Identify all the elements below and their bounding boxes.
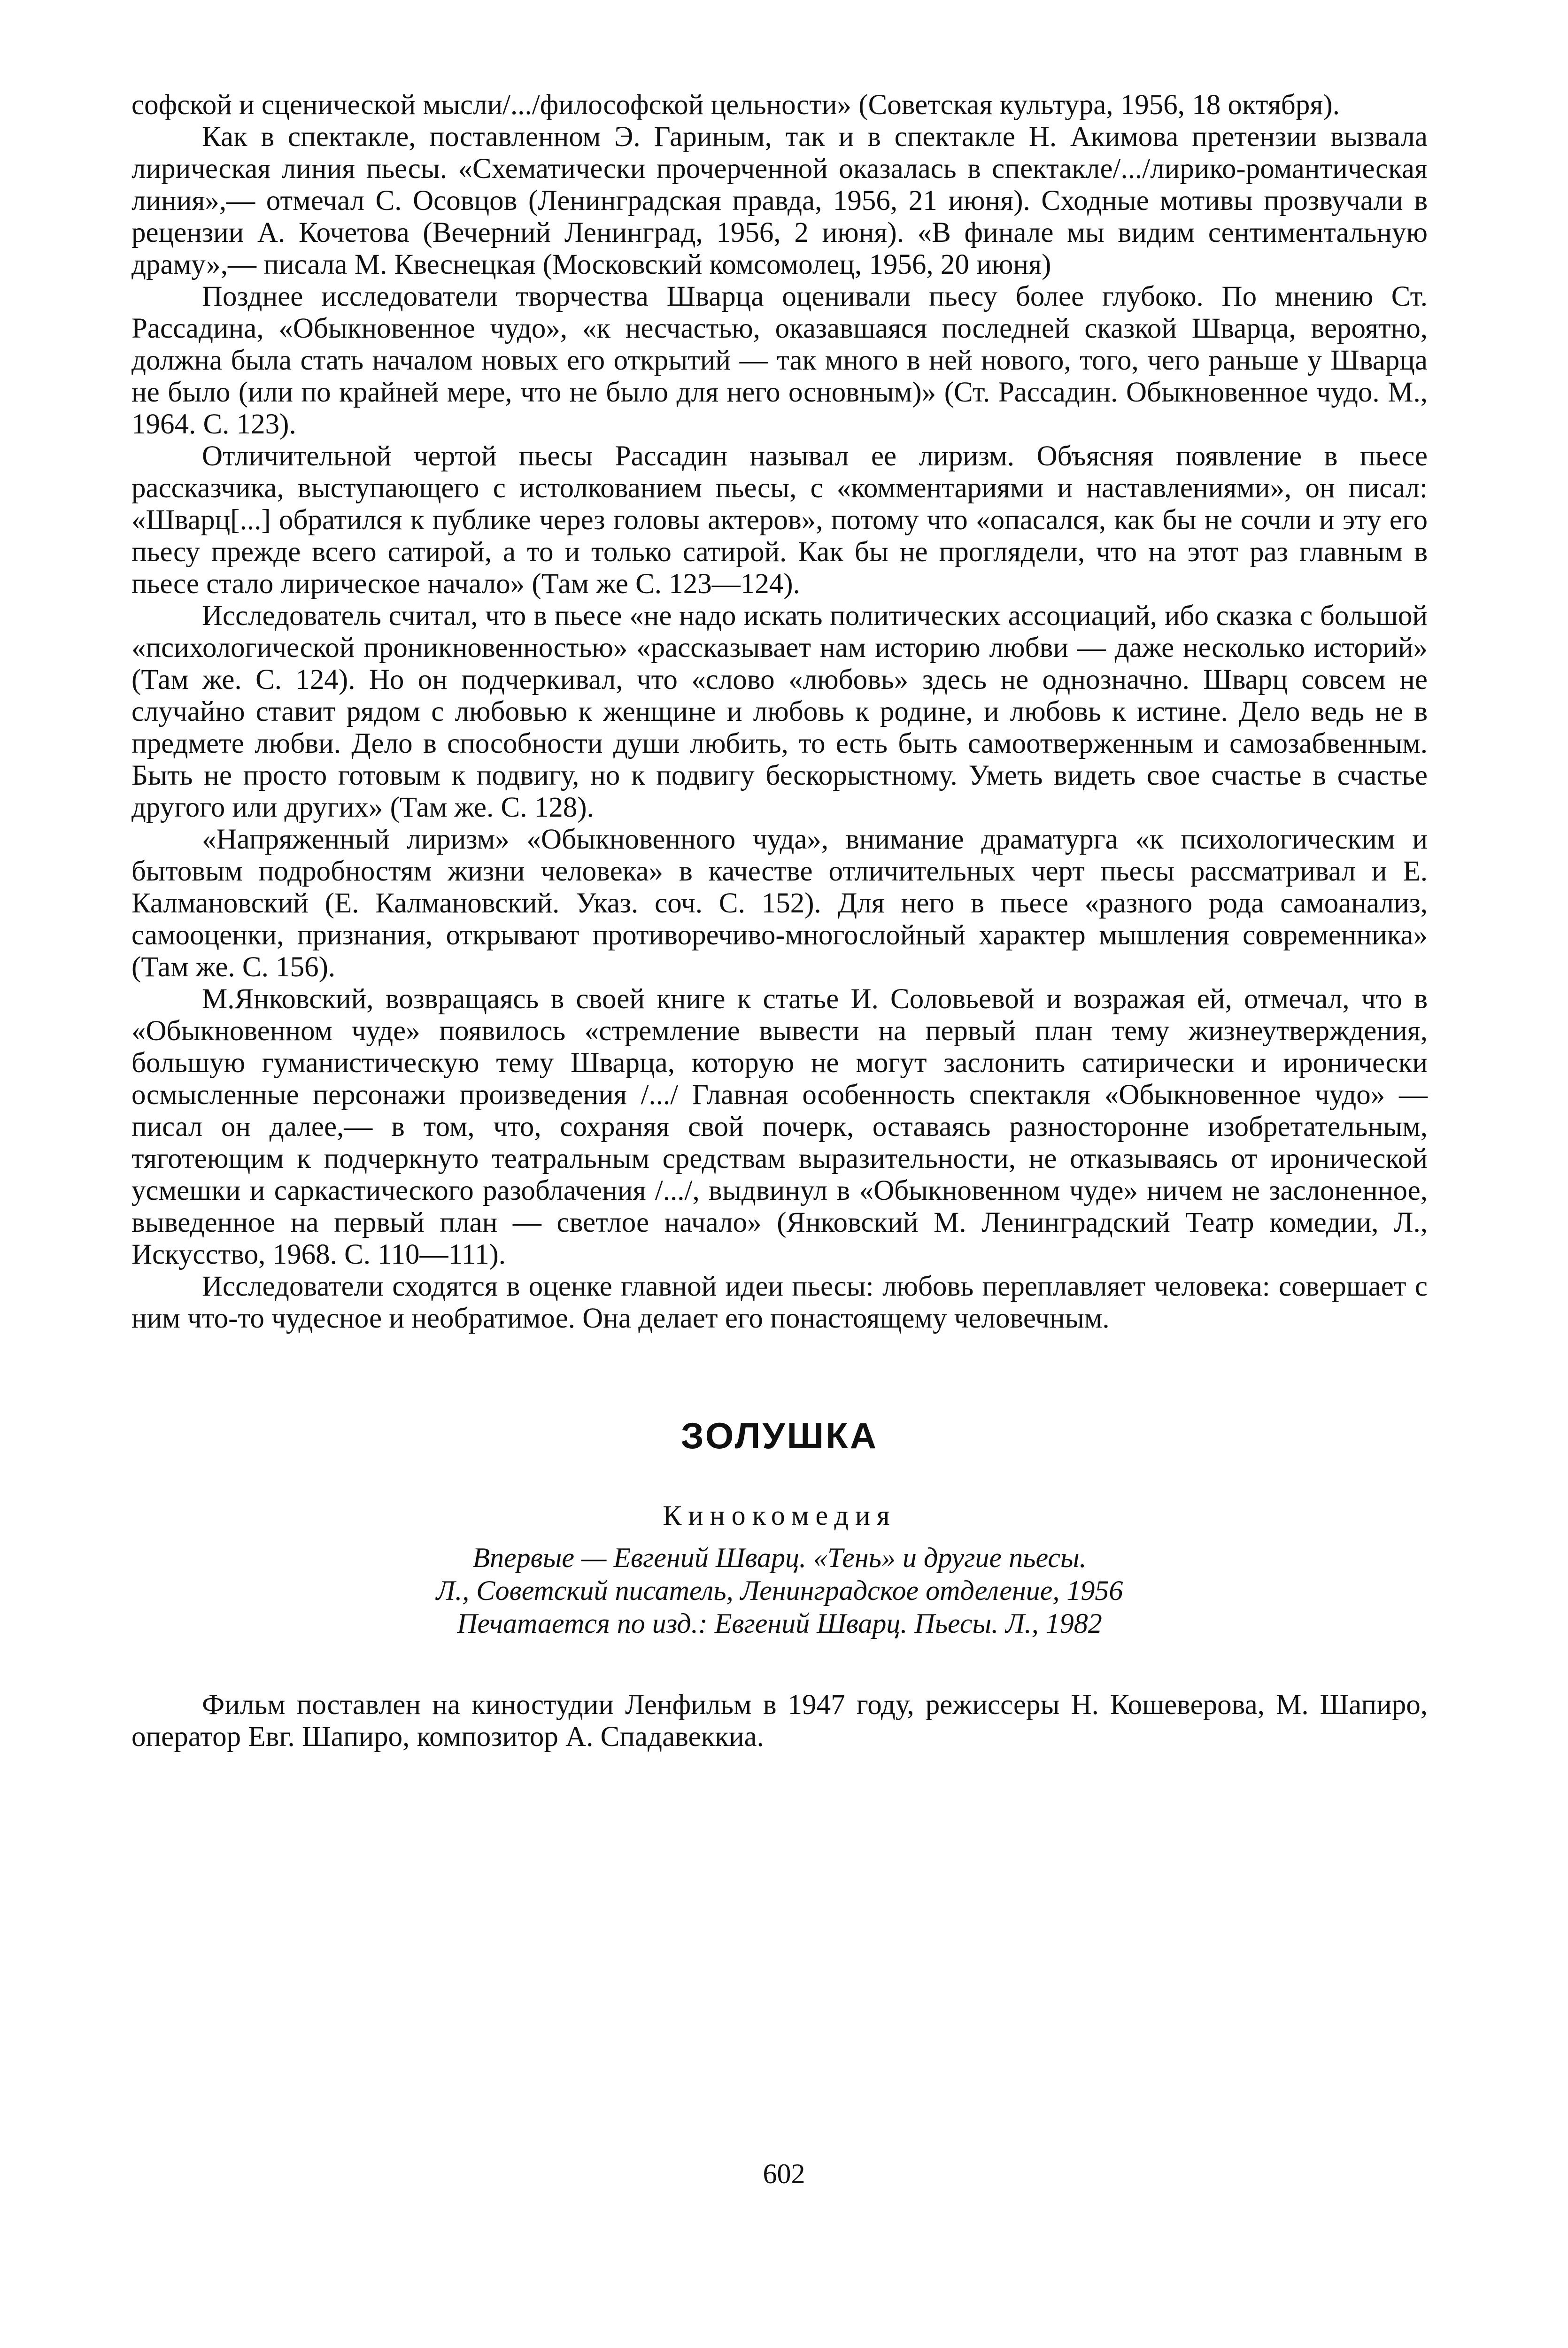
paragraph-love-theme: Исследователь считал, что в пьесе «не надо искать политических ассоциаций, ибо сказка с большой «психологической проникновенностью» «рассказывает нам историю любви — даже несколько историй» (Там же. С. 124). Но он подчеркивал, что «слово «любовь» здесь не однозначно. Шварц совсем не случайно ставит рядом с любовью к женщине и любовь к родине, и любовь к истине. Дело ведь не в предмете любви. Дело в способности души любить, то есть быть самоотверженным и самозабвенным. Быть не просто готовым к подвигу, но к подвигу бескорыстному. Уметь видеть свое счастье в счастье другого или других» (Там же. С. 128). — [131, 600, 1428, 823]
publication-info — [131, 1541, 1428, 1640]
publication-line-first: Впервые — Евгений Шварц. «Тень» и другие пьесы. — [472, 1542, 1087, 1573]
paragraph-kalmanovsky: «Напряженный лиризм» «Обыкновенного чуда», внимание драматурга «к психологическим и бытовым подробностям жизни человека» в качестве отличительных черт пьесы рассматривал и Е. Калмановский (Е. Калмановский. Указ. соч. С. 152). Для него в пьесе «разного рода самоанализ, самооценки, признания, открывают противоречиво-многослойный характер мышления современника» (Там же. С. 156). — [131, 824, 1428, 983]
page-number: 602 — [763, 2158, 805, 2189]
document-page — [131, 89, 1428, 1753]
paragraph-rassadin-opinion: Позднее исследователи творчества Шварца оценивали пьесу более глубоко. По мнению Ст. Рассадина, «Обыкновенное чудо», «к несчастью, оказавшаяся последней сказкой Шварца, вероятно, должна была стать началом новых его открытий — так много в ней нового, того, чего раньше у Шварца не было (или по крайней мере, что не было для него основным)» (Ст. Рассадин. Обыкновенное чудо. М., 1964. С. 123). — [131, 281, 1428, 440]
section-genre: Кинокомедия — [663, 1500, 896, 1531]
paragraph-yankovsky: М.Янковский, возвращаясь в своей книге к статье И. Соловьевой и возражая ей, отмечал, что в «Обыкновенном чуде» появилось «стремление вывести на первый план тему жизнеутверждения, большую гуманистическую тему Шварца, которую не могут заслонить сатирически и иронически осмысленные персонажи произведения /.../ Главная особенность спектакля «Обыкновенное чудо» — писал он далее,— в том, что, сохраняя свой почерк, оставаясь разносторонне изобретательным, тяготеющим к подчеркнуто театральным средствам выразительности, не отказываясь от иронической усмешки и саркастического разоблачения /.../, выдвинул в «Обыкновенном чуде» ничем не заслоненное, выведенное на первый план — светлое начало» (Янковский М. Ленинградский Театр комедии, Л., Искусство, 1968. С. 110—111). — [131, 983, 1428, 1270]
paragraph-film-credits: Фильм поставлен на киностудии Ленфильм в 1947 году, режиссеры Н. Кошеверова, М. Шапиро, оператор Евг. Шапиро, композитор А. Спадавеккиа. — [131, 1689, 1428, 1753]
paragraph-conclusion: Исследователи сходятся в оценке главной идеи пьесы: любовь переплавляет человека: совершает с ним что-то чудесное и необратимое. Она делает его понастоящему человечным. — [131, 1271, 1428, 1334]
publication-line-source: Печатается по изд.: Евгений Шварц. Пьесы. Л., 1982 — [457, 1608, 1102, 1639]
paragraph-lyrical-line: Как в спектакле, поставленном Э. Гариным, так и в спектакле Н. Акимова претензии вызвала лирическая линия пьесы. «Схематически прочерченной оказалась в спектакле/.../лирико-романтическая линия»,— отмечал С. Осовцов (Ленинградская правда, 1956, 21 июня). Сходные мотивы прозвучали в рецензии А. Кочетова (Вечерний Ленинград, 1956, 2 июня). «В финале мы видим сентиментальную драму»,— писала М. Квеснецкая (Московский комсомолец, 1956, 20 июня) — [131, 121, 1428, 280]
section-title: ЗОЛУШКА — [680, 1415, 879, 1456]
publication-line-publisher: Л., Советский писатель, Ленинградское отделение, 1956 — [436, 1575, 1123, 1606]
paragraph-continuation: софской и сценической мысли/.../философской цельности» (Советская культура, 1956, 18 октября). — [131, 89, 1340, 121]
paragraph-lyricism: Отличительной чертой пьесы Рассадин называл ее лиризм. Объясняя появление в пьесе рассказчика, выступающего с истолкованием пьесы, с «комментариями и наставлениями», он писал: «Шварц[...] обратился к публике через головы актеров», потому что «опасался, как бы не сочли и эту его пьесу прежде всего сатирой, а то и только сатирой. Как бы не проглядели, что на этот раз главным в пьесе стало лирическое начало» (Там же С. 123—124). — [131, 440, 1428, 600]
